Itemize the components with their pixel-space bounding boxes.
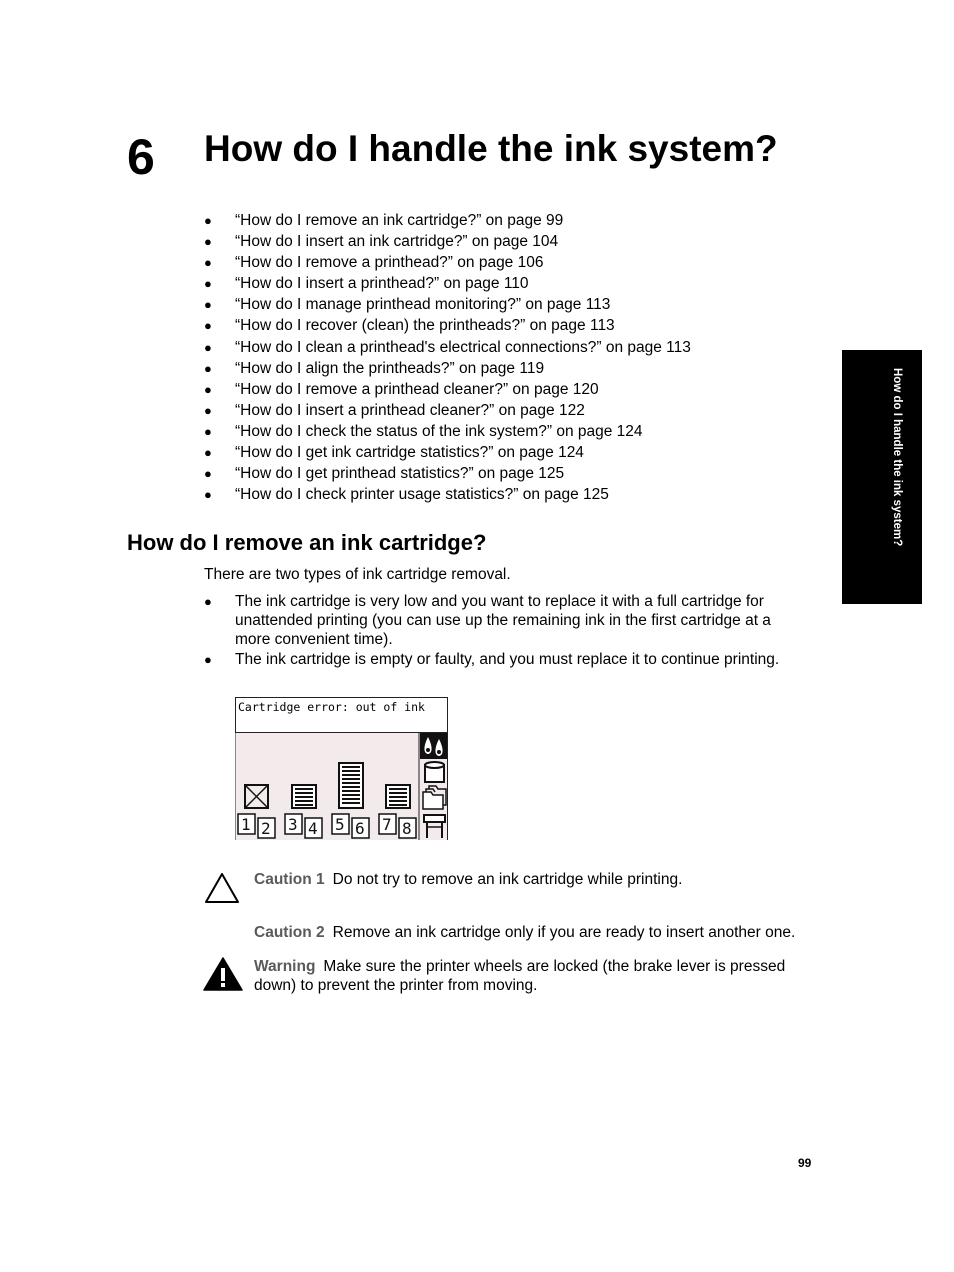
toc-link[interactable]: “How do I get printhead statistics?” on page 125 [235,465,565,483]
slot-number: 3 [288,815,298,834]
chapter-toc [204,212,691,505]
chapter-title: How do I handle the ink system? [204,128,778,169]
bullet-icon: ● [204,445,212,461]
bullet-icon: ● [204,423,212,439]
slot-number: 6 [355,819,365,838]
list-item [204,650,804,669]
caution-1-text: Do not try to remove an ink cartridge while printing. [332,871,683,888]
warning-note [254,957,814,995]
caution-icon [204,872,240,905]
toc-item[interactable] [204,296,691,317]
toc-item[interactable] [204,254,691,275]
chapter-side-tab[interactable] [842,350,922,604]
toc-link[interactable]: “How do I get ink cartridge statistics?” on page 124 [235,444,584,462]
bullet-icon: ● [204,652,212,667]
caution-2 [254,923,824,942]
toc-item[interactable] [204,402,691,423]
toc-link[interactable]: “How do I insert a printhead cleaner?” on page 122 [235,401,585,419]
toc-link[interactable]: “How do I remove an ink cartridge?” on page 99 [235,212,564,229]
bullet-icon: ● [204,276,212,292]
bullet-icon: ● [204,402,212,418]
bullet-icon: ● [204,339,212,355]
section-title: How do I remove an ink cartridge? [127,530,487,555]
bullet-icon: ● [204,297,212,313]
caution-1-label: Caution 1 [254,871,325,888]
display-message: Cartridge error: out of ink [238,700,425,714]
slot-number: 4 [308,819,318,838]
removal-types-list [204,592,804,669]
bullet-icon: ● [204,234,212,250]
toc-link[interactable]: “How do I insert a printhead?” on page 110 [235,275,529,293]
toc-link[interactable]: “How do I insert an ink cartridge?” on page 104 [235,233,559,251]
page-number: 99 [798,1156,812,1170]
toc-link[interactable]: “How do I check the status of the ink system?” on page 124 [235,422,643,440]
warning-label: Warning [254,958,316,975]
cartridge-level-icon [339,763,363,808]
toc-link[interactable]: “How do I remove a printhead cleaner?” on page 120 [235,380,599,398]
paper-roll-icon[interactable] [425,762,444,782]
bullet-icon: ● [204,466,212,482]
toc-link[interactable]: “How do I recover (clean) the printheads?” on page 113 [235,317,615,335]
slot-number: 5 [335,815,345,834]
cartridge-level-icon [386,785,410,808]
toc-item[interactable] [204,339,691,360]
bullet-icon: ● [204,381,212,397]
toc-item[interactable] [204,317,691,338]
front-panel-graphic [235,697,448,840]
slot-number: 1 [241,815,251,834]
toc-link[interactable]: “How do I manage printhead monitoring?” on page 113 [235,296,611,314]
bullet-icon: ● [204,360,212,376]
toc-link[interactable]: “How do I remove a printhead?” on page 106 [235,254,544,272]
chapter-number: 6 [127,129,155,185]
front-panel-display [235,697,448,840]
toc-item[interactable] [204,212,691,233]
caution-2-text: Remove an ink cartridge only if you are ready to insert another one. [332,924,796,941]
warning-text: Make sure the printer wheels are locked (the brake lever is pressed down) to prevent the printer from moving. [254,958,786,994]
slot-number: 7 [382,815,392,834]
bullet-icon: ● [204,487,212,503]
toc-item[interactable] [204,444,691,465]
toc-item[interactable] [204,360,691,381]
toc-item[interactable] [204,486,691,505]
caution-1 [254,870,824,889]
toc-link[interactable]: “How do I clean a printhead's electrical connections?” on page 113 [235,338,691,356]
side-tab-label: How do I handle the ink system? [891,368,903,547]
toc-item[interactable] [204,465,691,486]
cartridge-level-icon [292,785,316,808]
warning-icon [203,957,243,992]
list-item [204,592,804,649]
section-intro: There are two types of ink cartridge removal. [204,566,511,583]
toc-item[interactable] [204,275,691,296]
caution-2-label: Caution 2 [254,924,325,941]
list-item-text: The ink cartridge is empty or faulty, and you must replace it to continue printing. [235,651,780,668]
bullet-icon: ● [204,213,212,228]
toc-item[interactable] [204,423,691,444]
toc-link[interactable]: “How do I check printer usage statistics?” on page 125 [235,486,609,504]
toc-link[interactable]: “How do I align the printheads?” on page 119 [235,359,545,377]
bullet-icon: ● [204,255,212,271]
list-item-text: The ink cartridge is very low and you want to replace it with a full cartridge for unattended printing (you can use up the remaining ink in the first cartridge at a more convenient time). [235,593,771,648]
bullet-icon: ● [204,318,212,334]
slot-number: 8 [402,819,412,838]
toc-item[interactable] [204,233,691,254]
bullet-icon: ● [204,594,212,609]
ink-drops-icon[interactable] [420,733,447,759]
slot-number: 2 [261,819,271,838]
toc-item[interactable] [204,381,691,402]
